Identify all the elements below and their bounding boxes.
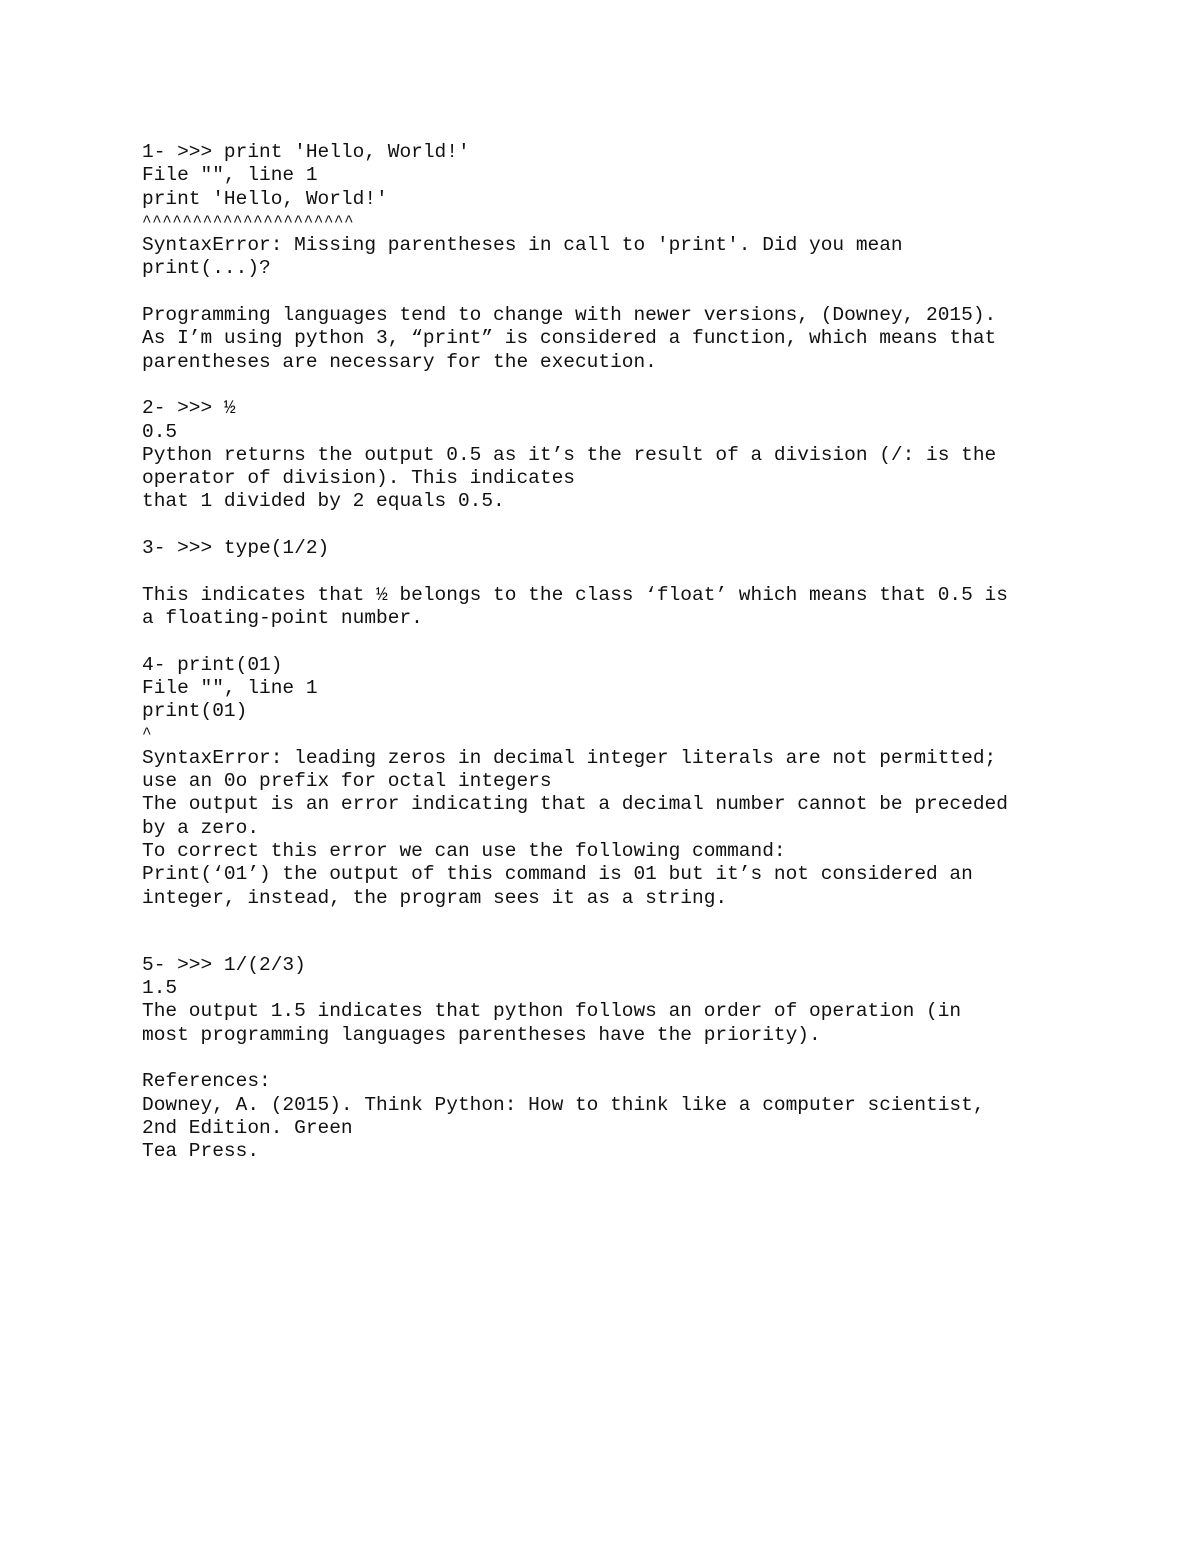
code-line: File "", line 1 [142,676,318,699]
error-line: SyntaxError: leading zeros in decimal integer literals are not permitted; [142,746,997,769]
explanation-line: To correct this error we can use the following command: [142,839,786,862]
explanation-line: Print(‘01’) the output of this command is 01 but it’s not considered an [142,863,973,886]
output-line: 1.5 [142,977,178,1000]
explanation-line: a floating-point number. [142,606,423,629]
explanation-line: integer, instead, the program sees it as a string. [142,886,728,909]
error-line: print(...)? [142,257,271,280]
code-line: 5- >>> 1/(2/3) [142,953,306,976]
section-4 [142,654,1142,910]
explanation-line: Programming languages tend to change with newer versions, (Downey, 2015). [142,304,997,327]
explanation-line: most programming languages parentheses have the priority). [142,1023,821,1046]
error-line: use an 0o prefix for octal integers [142,770,552,793]
explanation-line: As I’m using python 3, “print” is considered a function, which means that [142,327,997,350]
reference-line: 2nd Edition. Green [142,1116,353,1139]
code-line: 3- >>> type(1/2) [142,537,330,560]
code-line: 4- print(01) [142,653,283,676]
error-line: SyntaxError: Missing parentheses in call to 'print'. Did you mean [142,234,903,257]
code-line: File "", line 1 [142,164,318,187]
explanation-line: that 1 divided by 2 equals 0.5. [142,490,505,513]
explanation-line: by a zero. [142,816,260,839]
section-5 [142,954,1142,1047]
explanation-line: operator of division). This indicates [142,467,575,490]
error-caret: ^^^^^^^^^^^^^^^^^^^^^ [142,212,355,231]
section-3 [142,537,1142,630]
document-body [142,141,1142,1163]
section-2 [142,397,1142,513]
references-heading: References: [142,1070,271,1093]
reference-line: Tea Press. [142,1140,260,1163]
explanation-line: parentheses are necessary for the execution. [142,350,657,373]
error-caret: ^ [142,725,153,744]
references [142,1070,1142,1163]
reference-line: Downey, A. (2015). Think Python: How to think like a computer scientist, [142,1093,985,1116]
explanation-line: The output is an error indicating that a decimal number cannot be preceded [142,793,1008,816]
explanation-line: This indicates that ½ belongs to the class ‘float’ which means that 0.5 is [142,583,1008,606]
code-line: print(01) [142,700,248,723]
section-1 [142,141,1142,374]
code-line: 2- >>> ½ [142,397,236,420]
output-line: 0.5 [142,420,178,443]
code-line: 1- >>> print 'Hello, World!' [142,141,470,163]
explanation-line: The output 1.5 indicates that python follows an order of operation (in [142,1000,962,1023]
code-line: print 'Hello, World!' [142,187,388,210]
explanation-line: Python returns the output 0.5 as it’s the result of a division (/: is the [142,443,997,466]
